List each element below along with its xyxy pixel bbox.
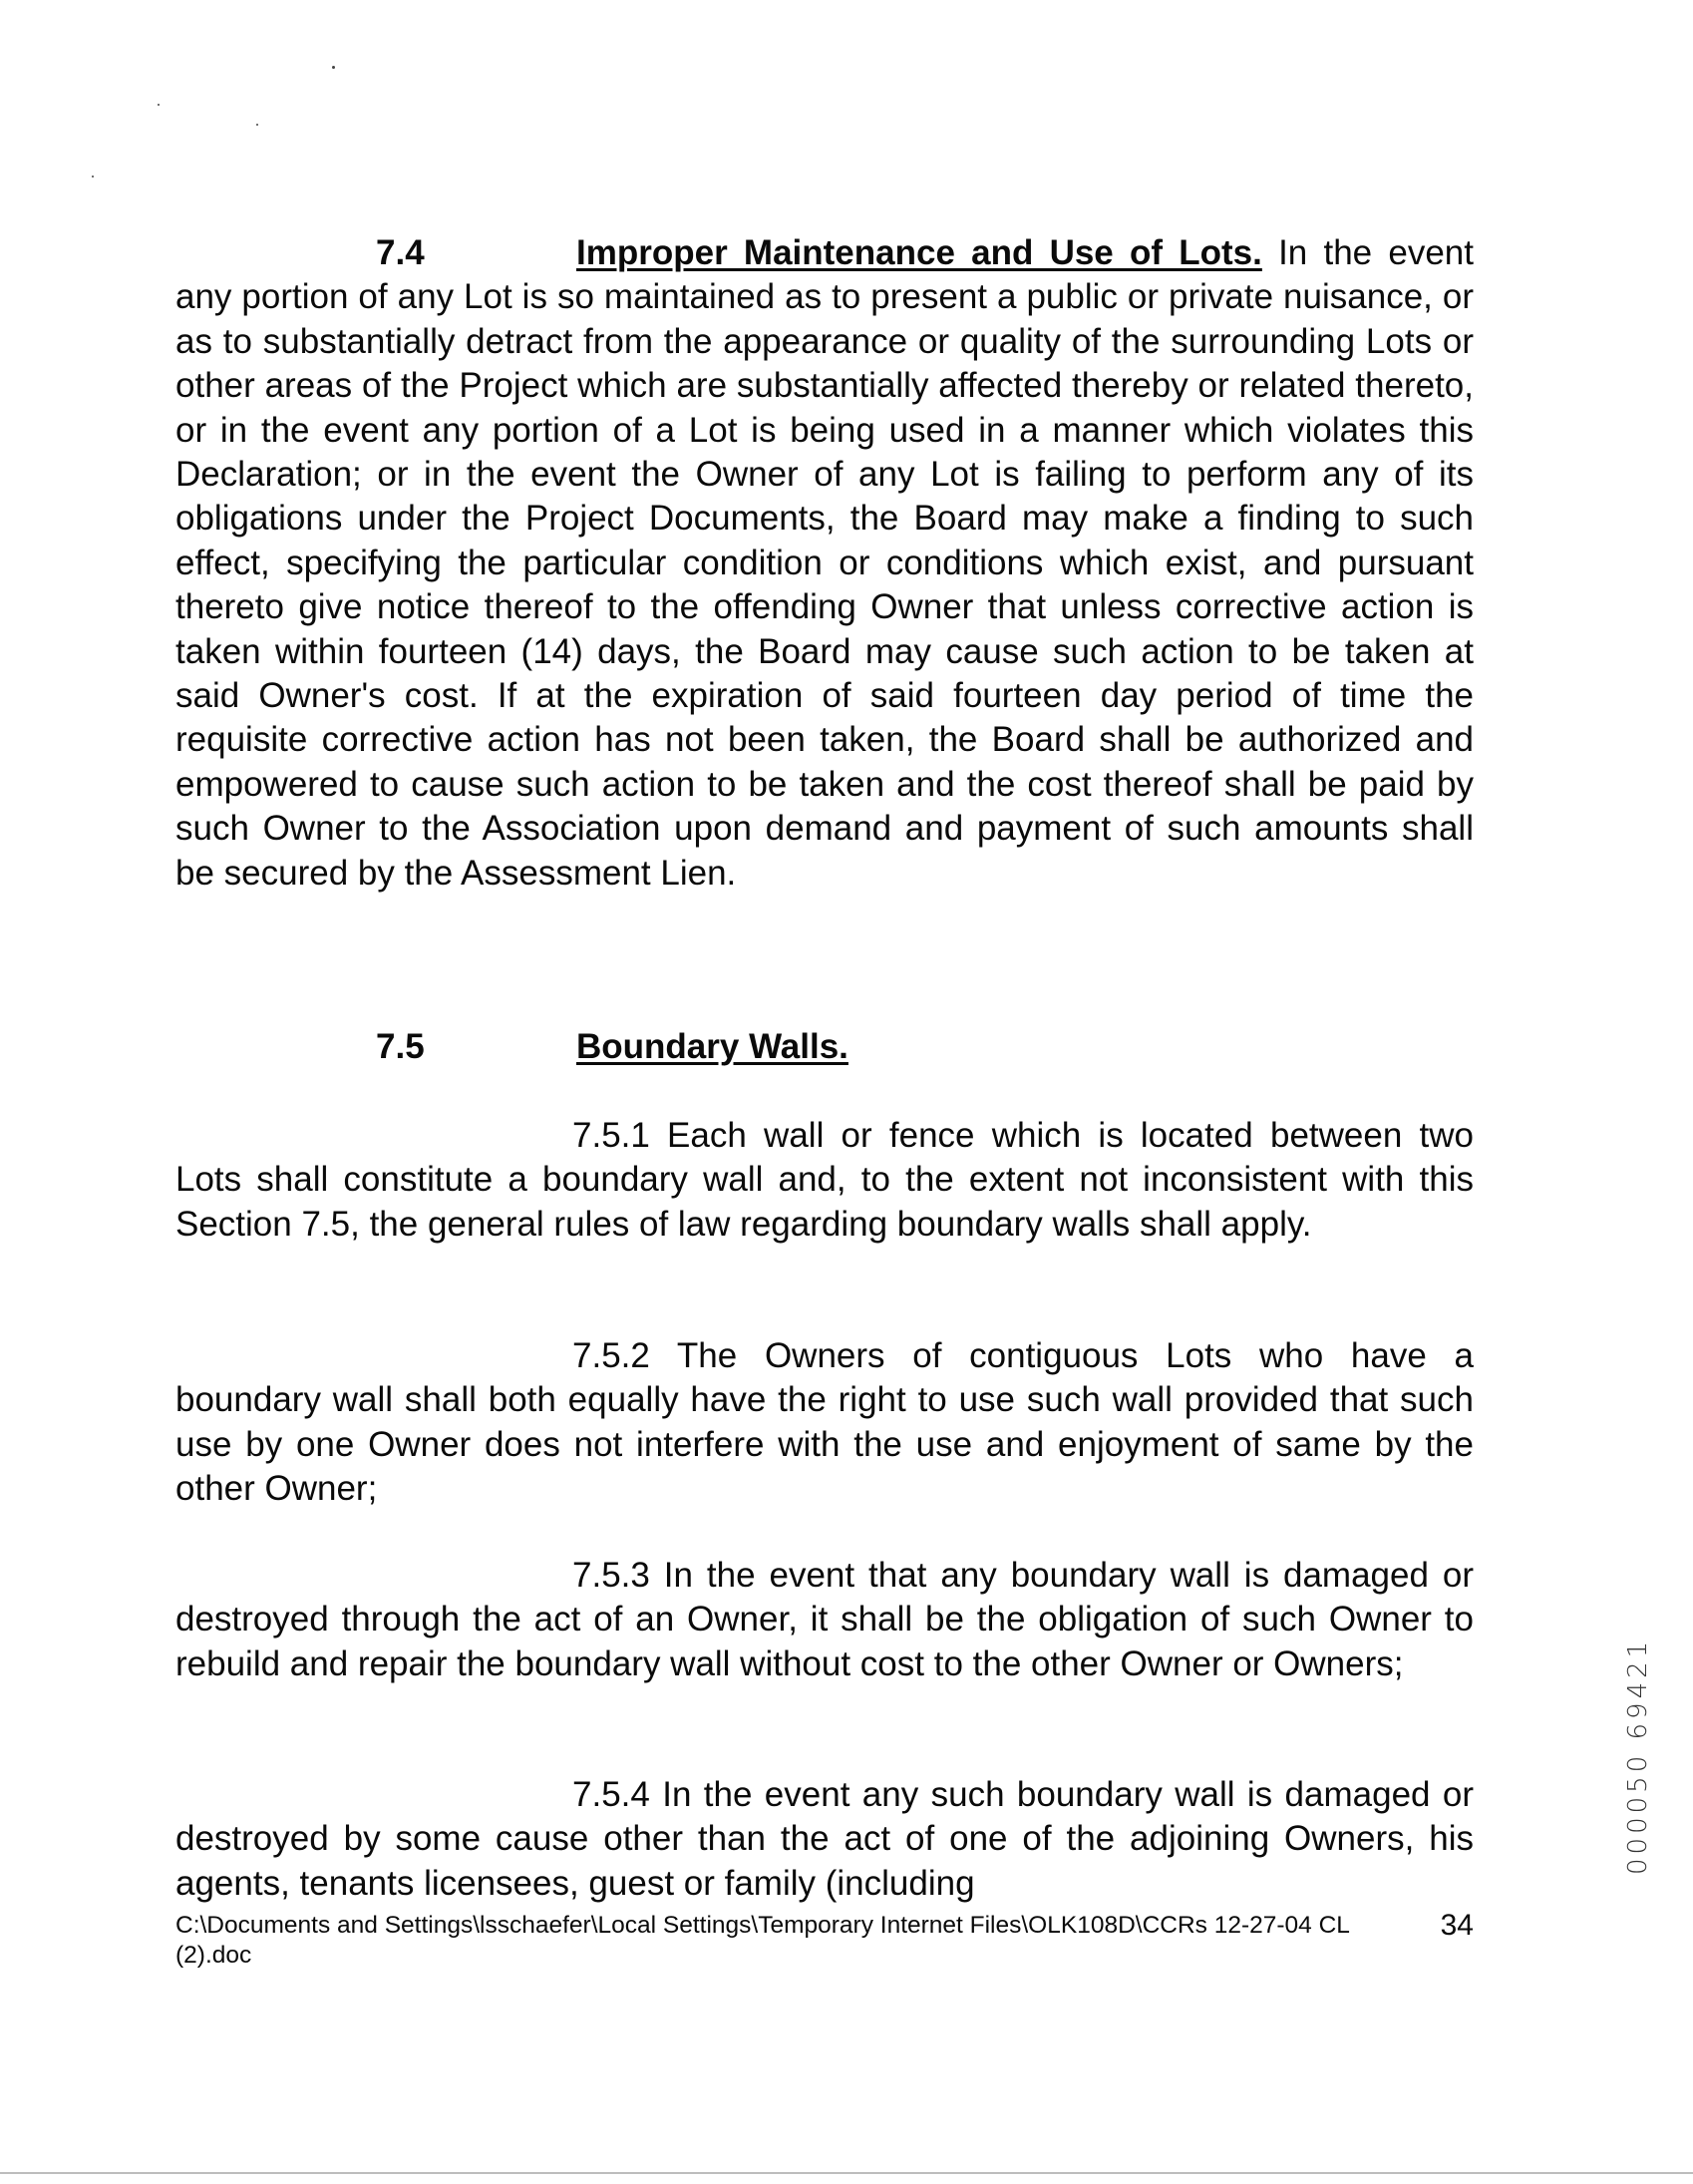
section-7-4-paragraph	[175, 231, 1474, 896]
section-7-4-title: Improper Maintenance and Use of Lots.	[576, 233, 1262, 272]
scan-speck	[256, 124, 258, 126]
section-7-4-body: In the event any portion of any Lot is so maintained as to present a public or private nuisance, or as to substantially detract from the appearance or quality of the surrounding Lots or other areas of the Project which are substantially affected thereby or related thereto, or in the event any portion of a Lot is being used in a manner which violates this Declaration; or in the event the Owner of any Lot is failing to perform any of its obligations under the Project Documents, the Board may make a finding to such effect, specifying the particular condition or conditions which exist, and pursuant thereto give notice thereof to the offending Owner that unless corrective action is taken within fourteen (14) days, the Board may cause such action to be taken at said Owner's cost. If at the expiration of said fourteen day period of time the requisite corrective action has not been taken, the Board shall be authorized and empowered to cause such action to be taken and the cost thereof shall be paid by such Owner to the Association upon demand and payment of such amounts shall be secured by the Assessment Lien.	[175, 233, 1474, 893]
section-7-5-title: Boundary Walls.	[576, 1027, 848, 1066]
subsection-7-5-2	[175, 1334, 1474, 1512]
section-7-4	[175, 231, 1474, 896]
subsection-7-5-1-text: 7.5.1 Each wall or fence which is located between two Lots shall constitute a boundary wall and, to the extent not inconsistent with this Section 7.5, the general rules of law regarding boundary walls shall apply.	[175, 1116, 1474, 1244]
scan-speck	[332, 66, 335, 69]
subsection-7-5-4	[175, 1773, 1474, 1906]
page-footer	[175, 1911, 1474, 1971]
subsection-7-5-1	[175, 1114, 1474, 1247]
section-7-5-heading	[175, 1025, 1474, 1069]
page-number: 34	[1440, 1909, 1474, 1942]
bates-stamp: 000050 69421	[1623, 1637, 1653, 1875]
subsection-7-5-3-text: 7.5.3 In the event that any boundary wall is damaged or destroyed through the act of an Owner, it shall be the obligation of such Owner to rebuild and repair the boundary wall without cost to the other Owner or Owners;	[175, 1556, 1474, 1683]
subsection-7-5-2-text: 7.5.2 The Owners of contiguous Lots who have a boundary wall shall both equally have the right to use such wall provided that such use by one Owner does not interfere with the use and enjoyment of same by the other Owner;	[175, 1336, 1474, 1509]
scan-edge-line	[0, 2172, 1693, 2174]
subsection-7-5-3	[175, 1554, 1474, 1686]
section-7-5-number: 7.5	[376, 1027, 425, 1066]
scan-speck	[92, 176, 94, 178]
section-7-4-number: 7.4	[376, 233, 425, 272]
scan-speck	[158, 104, 160, 106]
subsection-7-5-4-text: 7.5.4 In the event any such boundary wall is damaged or destroyed by some cause other than the act of one of the adjoining Owners, his agents, tenants licensees, guest or family (including	[175, 1775, 1474, 1903]
footer-file-path: C:\Documents and Settings\lsschaefer\Local Settings\Temporary Internet Files\OLK108D\CCRs 12-27-04 CL (2).doc	[175, 1912, 1350, 1969]
